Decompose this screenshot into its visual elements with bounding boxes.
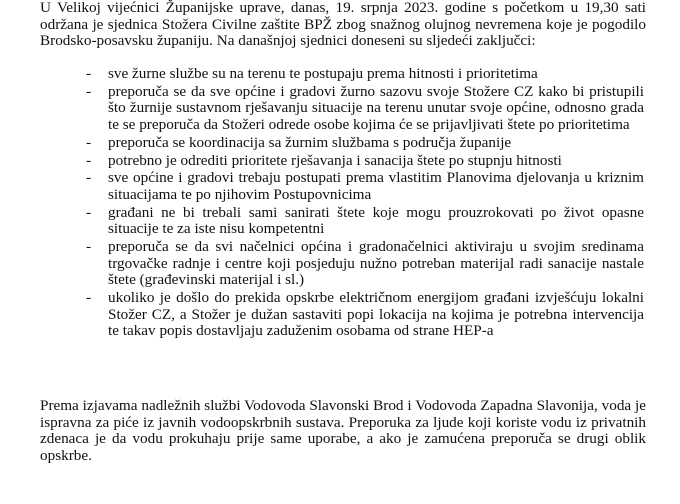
bullet-dash: - bbox=[86, 238, 92, 256]
list-item bbox=[0, 290, 680, 340]
list-item-text: preporuča se da svi načelnici općina i gradonačelnici aktiviraju u svojim sredinama trgovačke radnje i centre koji posjeduju nužno potreban materijal radi sanacije nastale štete (građevinski materijal i sl.) bbox=[108, 238, 644, 289]
list-item-text: sve žurne službe su na terenu te postupaju prema hitnosti i prioritetima bbox=[108, 65, 538, 82]
bullet-dash: - bbox=[86, 133, 92, 151]
list-item bbox=[0, 239, 680, 289]
bullet-dash: - bbox=[86, 203, 92, 221]
list-item bbox=[0, 205, 680, 238]
list-item bbox=[0, 135, 680, 152]
bullet-dash: - bbox=[86, 82, 92, 100]
list-item bbox=[0, 170, 680, 203]
list-item-text: građani ne bi trebali sami sanirati štete koje mogu prouzrokovati po život opasne situacije te za iste nisu kompetentni bbox=[108, 203, 644, 238]
list-item-text: preporuča se koordinacija sa žurnim službama s područja županije bbox=[108, 133, 512, 151]
bullet-dash: - bbox=[86, 65, 92, 82]
intro-paragraph: U Velikoj vijećnici Županijske uprave, danas, 19. srpnja 2023. godine s početkom u 19,30 sati održana je sjednica Stožera Civilne zaštite BPŽ zbog snažnog olujnog nevremena koje je pogodilo Brodsko-posavsku županiju. Na današnjoj sjednici doneseni su sljedeći zaključci: bbox=[40, 0, 646, 50]
list-item-text: sve općine i gradovi trebaju postupati prema vlastitim Planovima djelovanja u kriznim situacijama te po njihovim Postupovnicima bbox=[108, 169, 644, 203]
bullet-dash: - bbox=[86, 169, 92, 187]
list-item-text: potrebno je odrediti prioritete rješavanja i sanacija štete po stupnju hitnosti bbox=[108, 151, 562, 169]
list-item-text: ukoliko je došlo do prekida opskrbe električnom energijom građani izvješćuju lokalni Stožer CZ, a Stožer je dužan sastaviti popi lokacija na kojima je potrebna intervencija te takav popis dostavljaju zaduženim osobama od strane HEP-a bbox=[108, 289, 644, 340]
conclusions-list bbox=[0, 66, 680, 341]
list-item bbox=[0, 153, 680, 170]
bullet-dash: - bbox=[86, 151, 92, 169]
bullet-dash: - bbox=[86, 289, 92, 307]
list-item bbox=[0, 84, 680, 134]
list-item bbox=[0, 66, 680, 83]
outro-paragraph: Prema izjavama nadležnih službi Vodovoda Slavonski Brod i Vodovoda Zapadna Slavonija, voda je ispravna za piće iz javnih vodoopskrbnih sustava. Preporuka za ljude koji koriste vodu iz privatnih zdenaca je da vodu prokuhaju prije same uporabe, a ako je zamućena preporuča se drugi oblik opskrbe. bbox=[40, 397, 646, 464]
list-item-text: preporuča se da sve općine i gradovi žurno sazovu svoje Stožere CZ kako bi pristupili što žurnije sustavnom rješavanju situacije na terenu unutar svoje općine, odnosno grada te se preporuča da Stožeri odrede osobe kojima će se prijavljivati štete po prioritetima bbox=[108, 82, 644, 133]
